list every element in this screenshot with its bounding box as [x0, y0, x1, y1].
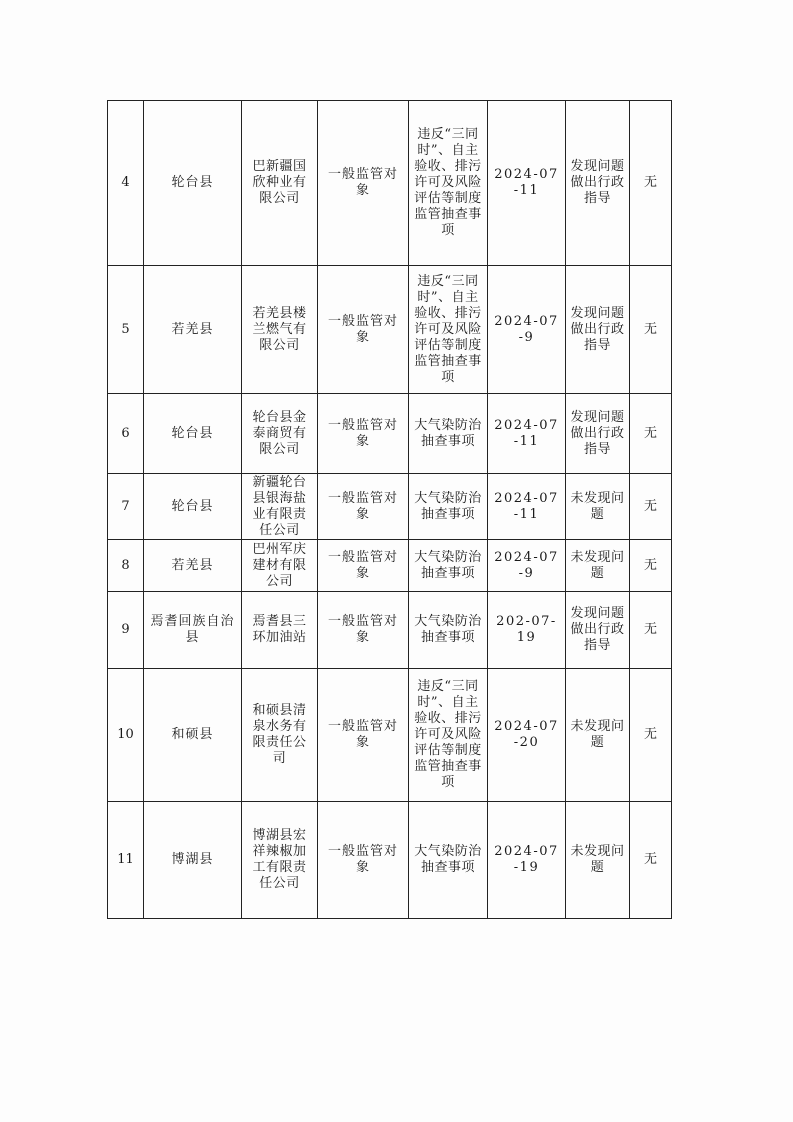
- inspection-item-cell: 大气染防治抽查事项: [409, 802, 488, 919]
- company-cell: 新疆轮台县银海盐业有限责任公司: [242, 474, 318, 540]
- company-cell: 若羌县楼兰燃气有限公司: [242, 266, 318, 394]
- inspection-item-cell: 大气染防治抽查事项: [409, 540, 488, 592]
- other-cell: 无: [630, 592, 672, 669]
- inspection-result-cell: 未发现问题: [566, 474, 630, 540]
- county-cell: 轮台县: [144, 474, 242, 540]
- county-cell: 焉耆回族自治县: [144, 592, 242, 669]
- other-cell: 无: [630, 802, 672, 919]
- county-cell: 轮台县: [144, 101, 242, 266]
- company-cell: 巴新疆国欣种业有限公司: [242, 101, 318, 266]
- inspection-item-cell: 违反“三同时”、自主验收、排污许可及风险评估等制度监管抽查事项: [409, 266, 488, 394]
- county-cell: 若羌县: [144, 540, 242, 592]
- inspection-item-cell: 违反“三同时”、自主验收、排污许可及风险评估等制度监管抽查事项: [409, 669, 488, 802]
- row-number: 6: [108, 394, 144, 474]
- county-cell: 若羌县: [144, 266, 242, 394]
- company-cell: 和硕县清泉水务有限责任公司: [242, 669, 318, 802]
- table-row: [108, 592, 672, 669]
- inspection-item-cell: 大气染防治抽查事项: [409, 394, 488, 474]
- row-number: 9: [108, 592, 144, 669]
- inspection-date-cell: 2024-07-9: [488, 540, 566, 592]
- table-row: [108, 802, 672, 919]
- table-row: [108, 394, 672, 474]
- supervision-type-cell: 一般监管对象: [318, 540, 409, 592]
- other-cell: 无: [630, 266, 672, 394]
- row-number: 4: [108, 101, 144, 266]
- table-row: [108, 474, 672, 540]
- company-cell: 博湖县宏祥辣椒加工有限责任公司: [242, 802, 318, 919]
- supervision-type-cell: 一般监管对象: [318, 101, 409, 266]
- inspection-table: [107, 100, 672, 919]
- inspection-item-cell: 大气染防治抽查事项: [409, 592, 488, 669]
- supervision-type-cell: 一般监管对象: [318, 266, 409, 394]
- inspection-date-cell: 2024-07-11: [488, 101, 566, 266]
- company-cell: 巴州军庆建材有限公司: [242, 540, 318, 592]
- table-row: [108, 266, 672, 394]
- row-number: 11: [108, 802, 144, 919]
- county-cell: 和硕县: [144, 669, 242, 802]
- row-number: 10: [108, 669, 144, 802]
- other-cell: 无: [630, 394, 672, 474]
- inspection-result-cell: 发现问题做出行政指导: [566, 101, 630, 266]
- inspection-date-cell: 2024-07-11: [488, 394, 566, 474]
- inspection-date-cell: 2024-07-11: [488, 474, 566, 540]
- other-cell: 无: [630, 101, 672, 266]
- row-number: 7: [108, 474, 144, 540]
- inspection-result-cell: 发现问题做出行政指导: [566, 592, 630, 669]
- other-cell: 无: [630, 669, 672, 802]
- county-cell: 轮台县: [144, 394, 242, 474]
- supervision-type-cell: 一般监管对象: [318, 474, 409, 540]
- row-number: 8: [108, 540, 144, 592]
- table-row: [108, 101, 672, 266]
- supervision-type-cell: 一般监管对象: [318, 592, 409, 669]
- inspection-result-cell: 未发现问题: [566, 540, 630, 592]
- table-row: [108, 540, 672, 592]
- company-cell: 焉耆县三环加油站: [242, 592, 318, 669]
- supervision-type-cell: 一般监管对象: [318, 669, 409, 802]
- county-cell: 博湖县: [144, 802, 242, 919]
- inspection-result-cell: 发现问题做出行政指导: [566, 394, 630, 474]
- other-cell: 无: [630, 474, 672, 540]
- company-cell: 轮台县金泰商贸有限公司: [242, 394, 318, 474]
- inspection-item-cell: 大气染防治抽查事项: [409, 474, 488, 540]
- inspection-item-cell: 违反“三同时”、自主验收、排污许可及风险评估等制度监管抽查事项: [409, 101, 488, 266]
- row-number: 5: [108, 266, 144, 394]
- supervision-type-cell: 一般监管对象: [318, 394, 409, 474]
- inspection-date-cell: 2024-07-19: [488, 802, 566, 919]
- supervision-type-cell: 一般监管对象: [318, 802, 409, 919]
- inspection-result-cell: 未发现问题: [566, 669, 630, 802]
- inspection-result-cell: 未发现问题: [566, 802, 630, 919]
- inspection-date-cell: 2024-07-9: [488, 266, 566, 394]
- inspection-date-cell: 202-07-19: [488, 592, 566, 669]
- table-row: [108, 669, 672, 802]
- inspection-date-cell: 2024-07-20: [488, 669, 566, 802]
- other-cell: 无: [630, 540, 672, 592]
- inspection-result-cell: 发现问题做出行政指导: [566, 266, 630, 394]
